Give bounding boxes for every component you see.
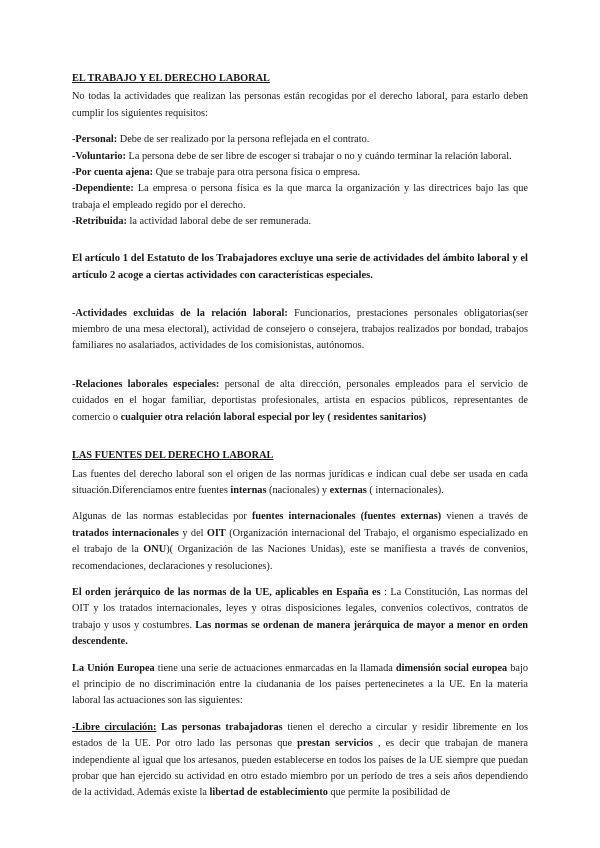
section-heading: LAS FUENTES DEL DERECHO LABORAL	[72, 450, 274, 462]
special-relations-paragraph: -Relaciones laborales especiales: personal de alta dirección, personales empleados para el servicio de cuidados en el hogar familiar, deportistas profesionales, artista en espacios públicos, representantes de comercio o cualquier otra relación laboral especial por ley ( residentes sanitarios)	[72, 378, 528, 423]
excluded-activities-paragraph: -Actividades excluidas de la relación laboral: Funcionarios, prestaciones personales obligatorias(ser miembro de una mesa electoral), actividad de consejero o consejera, trabajos realizados por bondad, trabajos familiares no asalariados, actividades de los comisionistas, autónomos.	[72, 307, 528, 352]
intro-paragraph: No todas la actividades que realizan las personas están recogidas por el derecho laboral, para estarlo deben cumplir los siguientes requisitos:	[72, 91, 528, 119]
requirement-item: -Voluntario: La persona debe de ser libre de escoger si trabajar o no y cuándo terminar la relación laboral.	[72, 150, 512, 162]
statute-note: El artículo 1 del Estatuto de los Trabajadores excluye una serie de actividades del ámbito laboral y el artículo 2 acoge a ciertas actividades con características especiales.	[72, 252, 528, 281]
eu-paragraph: La Unión Europea tiene una serie de actuaciones enmarcadas en la llamada dimensión social europea bajo el principio de no discriminación entre la ciudanania de los países pertenecinetes a la UE. En la materia laboral las actuaciones son las siguientes:	[72, 662, 528, 707]
requirement-item: -Por cuenta ajena: Que se trabaje para otra persona física o empresa.	[72, 167, 361, 179]
requirement-item: -Personal: Debe de ser realizado por la persona reflejada en el contrato.	[72, 134, 370, 146]
free-movement-paragraph: -Libre circulación: Las personas trabajadoras tienen el derecho a circular y residir libremente en los estados de la UE. Por otro lado las personas que prestan servicios , es decir que trabajan de manera independiente al igual que los artesanos, pueden establecerse en todos los países de la UE siempre que puedan probar que han ejercido su actividad en otro estado miembro por un período de tres a seis años dependiendo de la actividad. Además existe la libertad de establecimiento que permite la posibilidad de	[72, 721, 529, 799]
sources-paragraph: Las fuentes del derecho laboral son el origen de las normas jurídicas e indican cual debe ser usada en cada situación.Diferenciamos entre fuentes internas (nacionales) y externas ( internacionales).	[72, 468, 528, 496]
section-heading: EL TRABAJO Y EL DERECHO LABORAL	[72, 73, 270, 84]
requirement-item: -Dependiente: La empresa o persona física es la que marca la organización y las directrices bajo las que trabaja el empleado regido por el derecho.	[72, 183, 528, 211]
requirement-item: -Retribuida: la actividad laboral debe de ser remunerada.	[72, 216, 312, 228]
international-sources-paragraph: Algunas de las normas establecidas por fuentes internacionales (fuentes externas) vienen a través de tratados internacionales y del OIT (Organización internacional del Trabajo, el organismo especializado en el trabajo de la ONU)( Organización de las Naciones Unidas), este se manifiesta a través de convenios, recomendaciones, declaraciones y resoluciones).	[72, 511, 529, 572]
hierarchy-paragraph: El orden jerárquico de las normas de la UE, aplicables en España es : La Constitución, Las normas del OIT y los tratados internacionales, leyes y otras disposiciones legales, convenios colectivos, contratos de trabajo y usos y costumbres. Las normas se ordenan de manera jerárquica de mayor a menor en orden descendente.	[72, 586, 528, 648]
